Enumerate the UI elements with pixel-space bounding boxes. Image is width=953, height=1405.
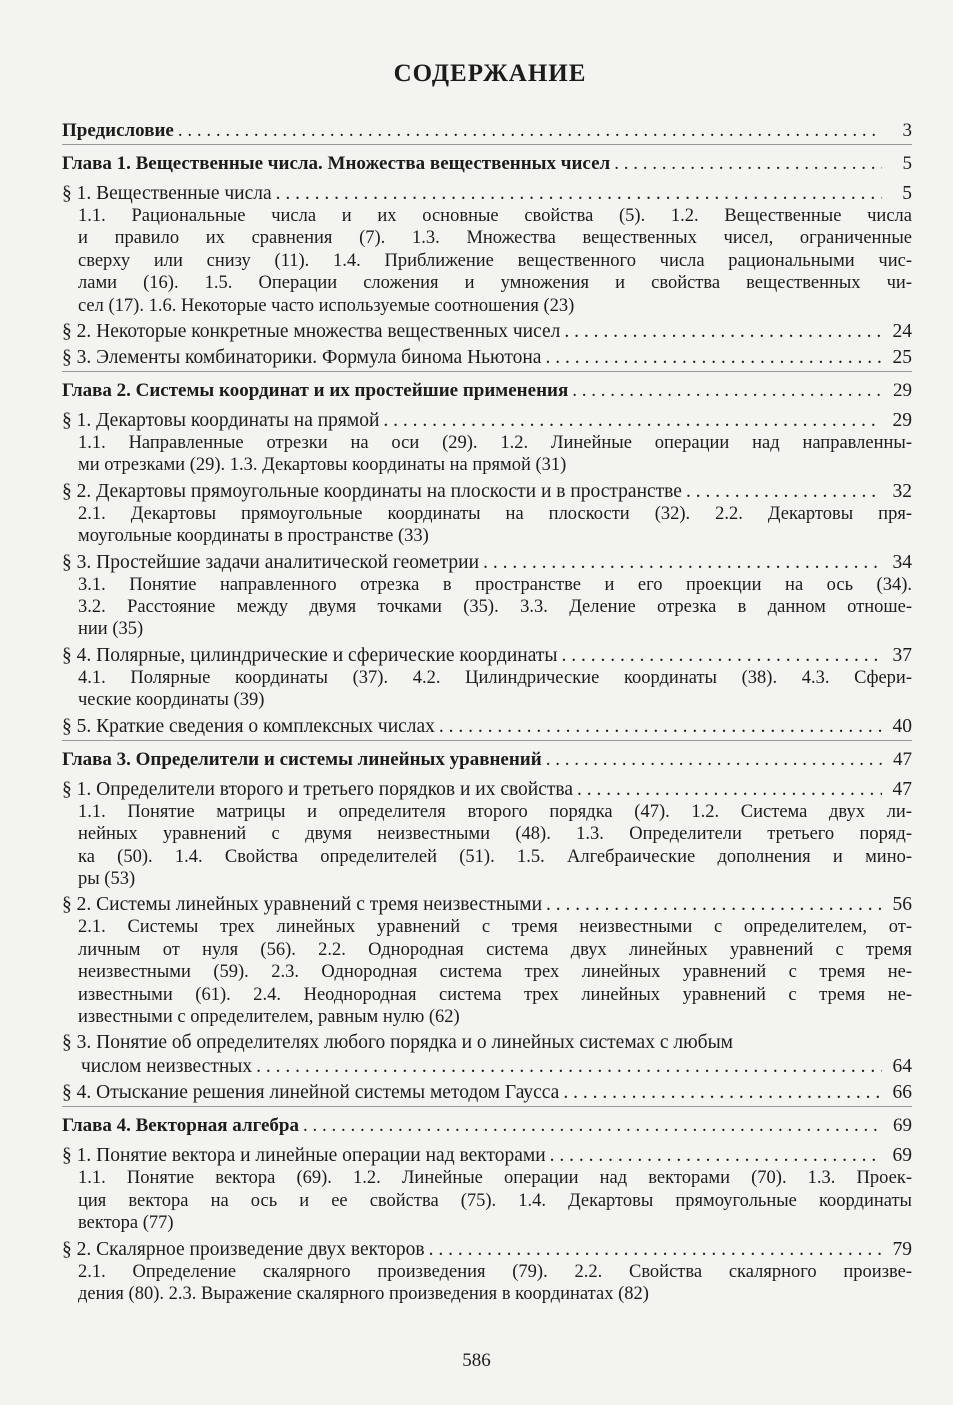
dot-leader — [479, 552, 882, 574]
dot-leader — [546, 1145, 882, 1167]
toc-subsection-line: 2.1. Системы трех линейных уравнений с тремя неизвестными с определителем, от- — [78, 917, 912, 938]
toc-entry-label: Предисловие — [62, 120, 174, 141]
toc-subsection-line: известными (61). 2.4. Неоднородная система трех линейных уравнений с тремя не- — [78, 984, 912, 1005]
toc-entry-label: § 2. Скалярное произведение двух векторов — [62, 1238, 425, 1260]
toc-subsection-list — [62, 1261, 912, 1306]
toc-section-entry — [62, 1235, 912, 1261]
toc-subsection-line: нии (35) — [78, 619, 144, 640]
toc-section-entry — [62, 771, 912, 801]
dot-leader — [272, 183, 882, 205]
toc-entry-label: § 2. Декартовы прямоугольные координаты на плоскости и в пространстве — [62, 480, 682, 502]
dot-leader — [425, 1239, 882, 1261]
toc-subsection-line: ка (50). 1.4. Свойства определителей (51). 1.5. Алгебраические дополнения и мино- — [78, 846, 912, 867]
toc-section-entry — [62, 402, 912, 432]
toc-entry-label-continued: числом неизвестных — [81, 1056, 253, 1078]
toc-chapter-entry — [62, 145, 912, 175]
toc-subsection-line: моугольные координаты в пространстве (33) — [78, 526, 429, 547]
toc-entry-label: Глава 4. Векторная алгебра — [62, 1115, 299, 1137]
dot-leader — [541, 347, 882, 369]
toc-subsection-line: вектора (77) — [78, 1213, 174, 1234]
toc-subsection-line: 3.1. Понятие направленного отрезка в пространстве и его проекции на ось (34). — [78, 574, 912, 595]
toc-subsection-line: ческие координаты (39) — [78, 690, 265, 711]
toc-section-entry — [62, 712, 912, 738]
toc-chapter-entry — [62, 112, 912, 142]
toc-subsection-line: и правило их сравнения (7). 1.3. Множества вещественных чисел, ограниченные — [78, 228, 912, 249]
toc-subsection-list — [62, 432, 912, 477]
toc-chapter-entry — [62, 372, 912, 402]
toc-subsection-line: 4.1. Полярные координаты (37). 4.2. Цилиндрические координаты (38). 4.3. Сфери- — [78, 667, 912, 688]
dot-leader — [299, 1115, 882, 1137]
toc-page-number: 32 — [892, 480, 912, 502]
toc-subsection-line: неизвестными (59). 2.3. Однородная система трех линейных уравнений с тремя не- — [78, 962, 912, 983]
toc-page-number: 64 — [892, 1056, 912, 1078]
toc-section-entry — [62, 477, 912, 503]
dot-leader — [379, 410, 882, 432]
toc-subsection-line: сел (17). 1.6. Некоторые часто используемые соотношения (23) — [78, 295, 575, 316]
toc-section-entry — [62, 343, 912, 369]
dot-leader — [542, 749, 882, 771]
toc-section-entry — [62, 548, 912, 574]
dot-leader — [559, 1082, 882, 1104]
toc-subsection-line: дения (80). 2.3. Выражение скалярного произведения в координатах (82) — [78, 1283, 649, 1304]
toc-page-number: 3 — [902, 120, 912, 141]
toc-section-entry-continued — [62, 1054, 912, 1078]
toc-subsection-list — [62, 1167, 912, 1234]
toc-chapter-entry — [62, 1107, 912, 1137]
dot-leader — [542, 894, 882, 916]
toc-entry-label: § 1. Декартовы координаты на прямой — [62, 410, 380, 432]
toc-page-number: 47 — [892, 778, 912, 800]
toc-subsection-line: 3.2. Расстояние между двумя точками (35). 3.3. Деление отрезка в данном отноше- — [78, 597, 912, 618]
dot-leader — [557, 645, 882, 667]
toc-page-number: 79 — [892, 1238, 912, 1260]
toc-chapter-entry — [62, 741, 912, 771]
toc-entry-label: § 5. Краткие сведения о комплексных числах — [62, 715, 435, 737]
toc-page-number: 5 — [902, 153, 912, 174]
dot-leader — [610, 153, 882, 175]
toc-section-entry — [62, 890, 912, 916]
toc-entry-label: § 1. Вещественные числа — [62, 183, 272, 204]
page-title: СОДЕРЖАНИЕ — [393, 60, 587, 87]
dot-leader — [252, 1056, 882, 1078]
toc-page-number: 69 — [892, 1145, 912, 1167]
toc-subsection-line: сверху или снизу (11). 1.4. Приближение вещественного числа рациональными чис- — [78, 250, 912, 271]
toc-subsection-line: ция вектора на ось и ее свойства (75). 1.4. Декартовы прямоугольные координаты — [78, 1190, 912, 1211]
toc-subsection-line: 1.1. Понятие вектора (69). 1.2. Линейные операции над векторами (70). 1.3. Проек- — [78, 1168, 912, 1189]
toc-entry-label: § 2. Некоторые конкретные множества вещественных чисел — [62, 321, 561, 343]
toc-subsection-line: 1.1. Направленные отрезки на оси (29). 1.2. Линейные операции над направленны- — [78, 433, 912, 454]
toc-subsection-line: известными с определителем, равным нулю (62) — [78, 1006, 460, 1027]
toc-page-number: 37 — [892, 644, 912, 666]
toc-entry-label: § 2. Системы линейных уравнений с тремя неизвестными — [62, 894, 543, 916]
toc-entry-label: § 1. Понятие вектора и линейные операции над векторами — [62, 1145, 546, 1167]
toc-page-number: 56 — [892, 894, 912, 916]
toc-entry-label: Глава 2. Системы координат и их простейшие применения — [62, 380, 569, 402]
page-number: 586 — [462, 1350, 491, 1371]
dot-leader — [560, 321, 882, 343]
toc-page-number: 29 — [893, 380, 912, 402]
toc-subsection-list — [62, 205, 912, 317]
toc-entry-label: § 4. Отыскание решения линейной системы методом Гаусса — [62, 1082, 560, 1104]
toc-subsection-line: 2.1. Декартовы прямоугольные координаты на плоскости (32). 2.2. Декартовы пря- — [78, 503, 912, 524]
toc-page-number: 47 — [893, 748, 912, 770]
toc-page-number: 69 — [893, 1115, 912, 1137]
table-of-contents — [62, 112, 912, 1305]
dot-leader — [174, 120, 882, 142]
toc-page-number: 5 — [902, 183, 912, 204]
toc-page-number: 40 — [892, 715, 912, 737]
toc-entry-label: § 3. Понятие об определителях любого порядка и о линейных системах с любым — [62, 1032, 734, 1054]
toc-section-entry — [62, 1137, 912, 1167]
toc-page-number: 24 — [892, 321, 912, 343]
toc-page-number: 66 — [892, 1082, 912, 1104]
toc-subsection-line: 2.1. Определение скалярного произведения (79). 2.2. Свойства скалярного произве- — [78, 1261, 912, 1282]
toc-section-entry — [62, 317, 912, 343]
toc-subsection-list — [62, 801, 912, 891]
toc-page-number: 34 — [892, 551, 912, 573]
toc-section-entry — [62, 1078, 912, 1104]
dot-leader — [435, 716, 882, 738]
toc-subsection-line: личным от нуля (56). 2.2. Однородная система двух линейных уравнений с тремя — [78, 939, 912, 960]
toc-subsection-line: 1.1. Понятие матрицы и определителя второго порядка (47). 1.2. Система двух ли- — [78, 801, 912, 822]
toc-entry-label: § 1. Определители второго и третьего порядков и их свойства — [62, 778, 574, 800]
toc-subsection-list — [62, 503, 912, 548]
toc-subsection-list — [62, 916, 912, 1028]
toc-subsection-line: нейных уравнений с двумя неизвестными (48). 1.3. Определители третьего поряд- — [78, 824, 912, 845]
dot-leader — [568, 380, 882, 402]
toc-subsection-list — [62, 574, 912, 641]
toc-subsection-list — [62, 667, 912, 712]
toc-section-entry — [62, 641, 912, 667]
toc-page-number: 29 — [892, 410, 912, 432]
toc-page-number: 25 — [892, 347, 912, 369]
toc-subsection-line: ми отрезками (29). 1.3. Декартовы координаты на прямой (31) — [78, 455, 567, 476]
toc-subsection-line: ры (53) — [78, 868, 136, 889]
toc-entry-label: § 4. Полярные, цилиндрические и сферические координаты — [62, 644, 558, 666]
toc-entry-label: § 3. Элементы комбинаторики. Формула бинома Ньютона — [62, 347, 542, 369]
toc-entry-label: Глава 3. Определители и системы линейных уравнений — [62, 748, 542, 770]
toc-section-entry — [62, 1028, 912, 1054]
toc-section-entry — [62, 175, 912, 205]
toc-entry-label: § 3. Простейшие задачи аналитической геометрии — [62, 551, 480, 573]
toc-subsection-line: лами (16). 1.5. Операции сложения и умножения и свойства вещественных чи- — [78, 273, 912, 294]
toc-entry-label: Глава 1. Вещественные числа. Множества вещественных чисел — [62, 153, 611, 174]
toc-subsection-line: 1.1. Рациональные числа и их основные свойства (5). 1.2. Вещественные числа — [78, 206, 912, 226]
dot-leader — [682, 481, 882, 503]
dot-leader — [573, 779, 882, 801]
